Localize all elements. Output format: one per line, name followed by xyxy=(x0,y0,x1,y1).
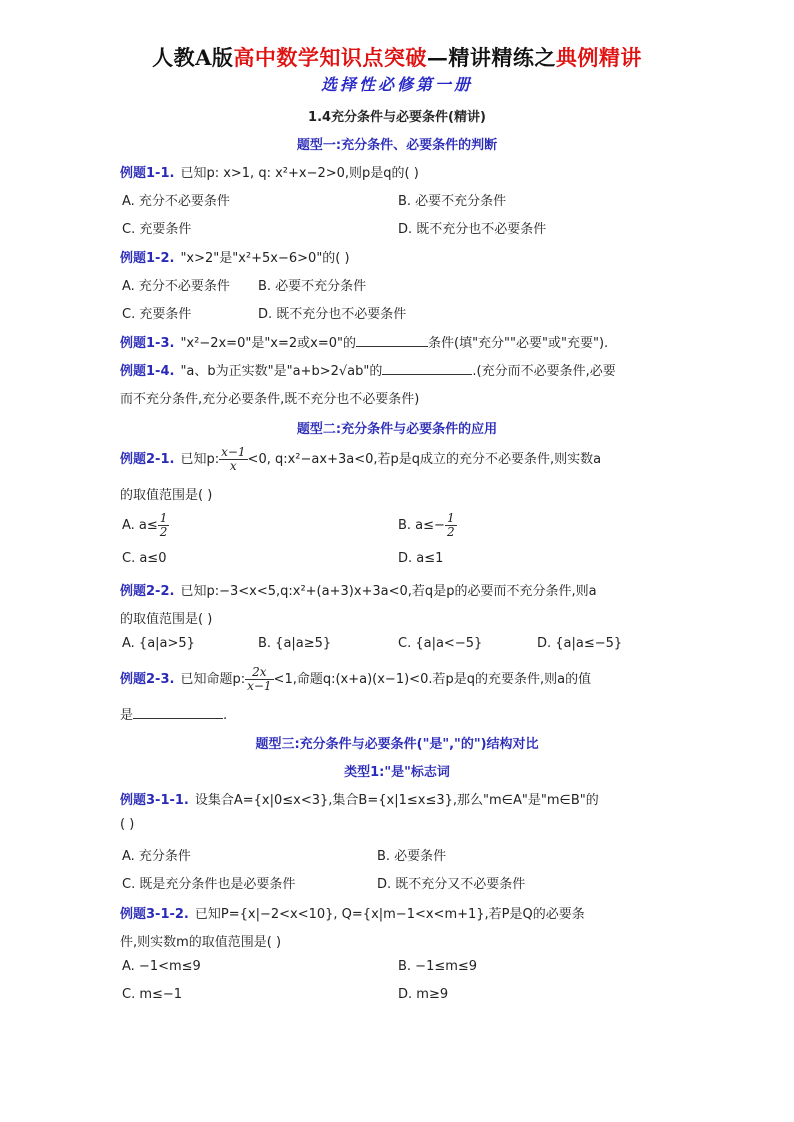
example-3-1-2 xyxy=(120,903,585,922)
fraction: $\frac{1}{2}$ xyxy=(446,511,455,539)
header-series-name: 典例精讲 xyxy=(555,45,642,70)
example-1-4-continued: 而不充分条件,充分必要条件,既不充分也不必要条件) xyxy=(120,392,420,407)
example-text: 已知p:−3<x<5,q:x²+(a+3)x+3a<0,若q是p的必要而不充分条件,则a xyxy=(180,584,597,599)
type2-title: 题型二:充分条件与必要条件的应用 xyxy=(296,422,498,437)
option-a: A. 充分不必要条件 xyxy=(122,194,230,209)
example-text: "a、b为正实数"是"a+b>2√ab"的 xyxy=(180,364,383,379)
example-text: 已知p: x>1, q: x²+x−2>0,则p是q的( ) xyxy=(180,166,419,181)
example-label: 例题1-3. xyxy=(120,336,175,351)
example-text: 已知P={x|−2<x<10}, Q={x|m−1<x<m+1},若P是Q的必要条 xyxy=(194,907,585,922)
option-a: A. a≤ $\frac{1}{2}$ xyxy=(122,511,168,539)
type1-title: 题型一:充分条件、必要条件的判断 xyxy=(296,138,498,153)
section-title: 1.4充分条件与必要条件(精讲) xyxy=(308,110,486,125)
example-label: 例题2-2. xyxy=(120,584,175,599)
example-2-1-continued: 的取值范围是( ) xyxy=(120,488,213,503)
option-c: C. 充要条件 xyxy=(122,222,192,237)
answer-blank xyxy=(382,362,472,375)
option-c: C. {a|a<−5} xyxy=(398,636,483,651)
option-d: D. 既不充分也不必要条件 xyxy=(398,222,547,237)
type3-subtitle: 类型1:"是"标志词 xyxy=(344,765,450,780)
option-c: C. 既是充分条件也是必要条件 xyxy=(122,877,296,892)
option-b: B. {a|a≥5} xyxy=(258,636,332,651)
example-label: 例题1-1. xyxy=(120,166,175,181)
option-d: D. 既不充分也不必要条件 xyxy=(258,307,407,322)
example-3-1-1-continued: ( ) xyxy=(120,817,135,832)
fraction: $\frac{x-1}{x}$ xyxy=(221,445,246,473)
option-b: B. −1≤m≤9 xyxy=(398,959,478,974)
option-d: D. a≤1 xyxy=(398,551,444,566)
type3-title: 题型三:充分条件与必要条件("是","的")结构对比 xyxy=(255,737,539,752)
example-text: 已知命题p: xyxy=(180,672,246,687)
example-2-2 xyxy=(120,580,597,599)
example-text: "x²−2x=0"是"x=2或x=0"的 xyxy=(180,336,356,351)
example-text: 已知p: xyxy=(180,452,220,467)
example-label: 例题2-1. xyxy=(120,452,175,467)
fraction: $\frac{1}{2}$ xyxy=(159,511,168,539)
fraction: $\frac{2x}{x-1}$ xyxy=(247,665,272,693)
example-text-after: 条件(填"充分""必要"或"充要"). xyxy=(428,336,609,351)
example-label: 例题3-1-1. xyxy=(120,793,189,808)
example-label: 例题3-1-2. xyxy=(120,907,189,922)
option-c: C. a≤0 xyxy=(122,551,167,566)
example-2-3 xyxy=(120,666,591,693)
example-label: 例题1-4. xyxy=(120,364,175,379)
example-text-after: <0, q:x²−ax+3a<0,若p是q成立的充分不必要条件,则实数a xyxy=(247,452,602,467)
example-2-3-continued: 是 . xyxy=(120,708,228,723)
option-c: C. m≤−1 xyxy=(122,987,183,1002)
answer-blank xyxy=(356,334,428,347)
header-edition: 人教A版 xyxy=(152,45,234,70)
example-text: "x>2"是"x²+5x−6>0"的( ) xyxy=(180,251,350,266)
option-b: B. 必要不充分条件 xyxy=(398,194,507,209)
example-3-1-1 xyxy=(120,789,599,808)
example-2-1 xyxy=(120,446,601,473)
option-d: D. {a|a≤−5} xyxy=(537,636,623,651)
example-1-3 xyxy=(120,332,608,351)
example-1-4 xyxy=(120,360,616,379)
example-2-2-continued: 的取值范围是( ) xyxy=(120,612,213,627)
example-label: 例题1-2. xyxy=(120,251,175,266)
example-text-after: <1,命题q:(x+a)(x−1)<0.若p是q的充要条件,则a的值 xyxy=(273,672,592,687)
answer-blank xyxy=(133,706,223,719)
example-text: 设集合A={x|0≤x<3},集合B={x|1≤x≤3},那么"m∈A"是"m∈B"的 xyxy=(194,793,599,808)
document-header-title xyxy=(0,42,794,72)
example-1-2 xyxy=(120,247,350,266)
option-b: B. 必要条件 xyxy=(377,849,447,864)
example-3-1-2-continued: 件,则实数m的取值范围是( ) xyxy=(120,935,282,950)
option-b: B. a≤− $\frac{1}{2}$ xyxy=(398,511,455,539)
header-series: —精讲精练之 xyxy=(426,45,556,70)
option-a: A. 充分不必要条件 xyxy=(122,279,230,294)
example-text-after: .(充分而不必要条件,必要 xyxy=(472,364,616,379)
example-label: 例题2-3. xyxy=(120,672,175,687)
example-1-1 xyxy=(120,162,419,181)
option-a: A. −1<m≤9 xyxy=(122,959,201,974)
header-topic: 高中数学知识点突破 xyxy=(233,45,427,70)
option-d: D. m≥9 xyxy=(398,987,449,1002)
document-subtitle: 选择性必修第一册 xyxy=(320,75,473,94)
option-a: A. {a|a>5} xyxy=(122,636,195,651)
option-b: B. 必要不充分条件 xyxy=(258,279,367,294)
option-c: C. 充要条件 xyxy=(122,307,192,322)
option-a: A. 充分条件 xyxy=(122,849,191,864)
option-d: D. 既不充分又不必要条件 xyxy=(377,877,526,892)
